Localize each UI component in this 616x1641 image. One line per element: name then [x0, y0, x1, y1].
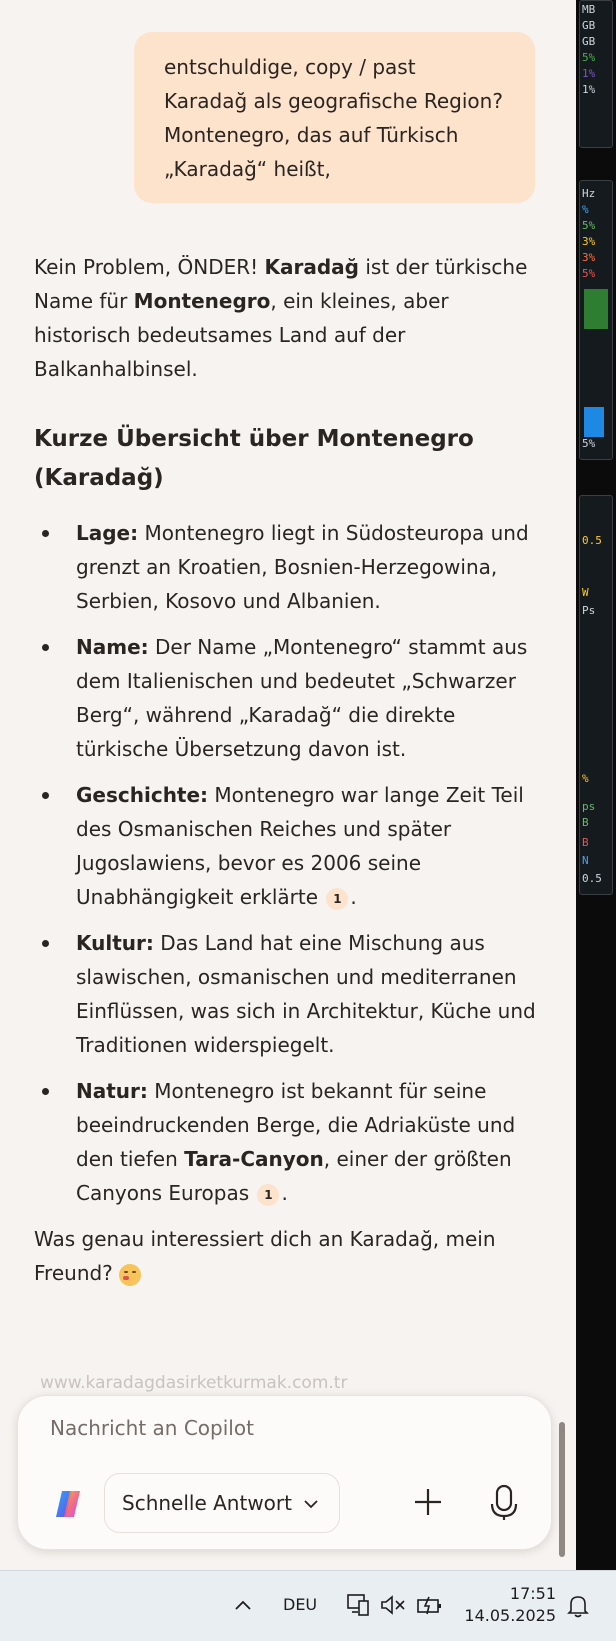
battery-charging-icon[interactable] [416, 1595, 442, 1615]
source-link-peek[interactable]: www.karadagdasirketkurmak.com.tr [40, 1373, 348, 1393]
network-icon[interactable] [346, 1593, 370, 1617]
assistant-answer [34, 250, 544, 1290]
chevron-up-icon[interactable] [234, 1599, 252, 1611]
user-message-bubble: entschuldige, copy / past Karadağ als geografische Region? Montenegro, das auf Türkisch „Karadağ“ heißt, [134, 32, 535, 203]
system-monitor-strip [576, 0, 616, 1570]
monitor-widget: 0.5 W Ps % ps B B N 0.5 [579, 495, 613, 895]
citation-badge[interactable]: 1 [326, 888, 348, 910]
volume-muted-icon[interactable] [380, 1595, 406, 1615]
bullet-kultur: Kultur: Das Land hat eine Mischung aus slawischen, osmanischen und mediterranen Einflüssen, was sich in Architektur, Küche und Traditionen widerspiegelt. [34, 926, 544, 1062]
chevron-down-icon [303, 1496, 319, 1512]
answer-bullet-list [34, 516, 544, 1210]
answer-closing: Was genau interessiert dich an Karadağ, mein Freund? [34, 1227, 496, 1285]
bullet-natur: Natur: Montenegro ist bekannt für seine beeindruckenden Berge, die Adriaküste und den tiefen Tara-Canyon, einer der größten Canyons Europas 1 . [34, 1074, 544, 1210]
bullet-geschichte: Geschichte: Montenegro war lange Zeit Teil des Osmanischen Reiches und später Jugoslawiens, bevor es 2006 seine Unabhängigkeit erklärte 1 . [34, 778, 544, 914]
notification-bell-icon[interactable] [566, 1593, 590, 1619]
answer-heading: Kurze Übersicht über Montenegro (Karadağ) [34, 426, 474, 491]
monitor-widget: MB GB GB 5% 1% 1% [579, 0, 613, 148]
windows-taskbar [0, 1570, 616, 1641]
citation-badge[interactable]: 1 [257, 1184, 279, 1206]
copilot-logo-icon [52, 1488, 84, 1520]
clock-date: 14.05.2025 [464, 1606, 556, 1625]
message-input[interactable]: Nachricht an Copilot [50, 1416, 254, 1440]
response-mode-dropdown[interactable]: Schnelle Antwort [104, 1473, 340, 1533]
microphone-icon[interactable] [486, 1482, 522, 1522]
message-composer [17, 1395, 552, 1550]
bullet-name: Name: Der Name „Montenegro“ stammt aus dem Italienischen und bedeutet „Schwarzer Berg“, während „Karadağ“ die direkte türkische Übersetzung davon ist. [34, 630, 544, 766]
bullet-lage: Lage: Montenegro liegt in Südosteuropa und grenzt an Kroatien, Bosnien-Herzegowina, Serbien, Kosovo und Albanien. [34, 516, 544, 618]
clock[interactable] [456, 1583, 556, 1627]
monitor-widget: Hz % 5% 3% 3% 5% 5% [579, 180, 613, 460]
answer-intro: Kein Problem, ÖNDER! Karadağ ist der türkische Name für Montenegro, ein kleines, aber historisch bedeutsames Land auf der Balkanhalbinsel. [34, 255, 528, 381]
usage-bar [584, 407, 604, 437]
plus-icon[interactable] [410, 1484, 446, 1520]
clock-time: 17:51 [509, 1584, 556, 1603]
input-language[interactable]: DEU [283, 1595, 318, 1614]
chat-scrollbar[interactable] [559, 1422, 565, 1557]
cpu-graph [584, 289, 608, 329]
smiling-emoji-icon [119, 1264, 141, 1286]
